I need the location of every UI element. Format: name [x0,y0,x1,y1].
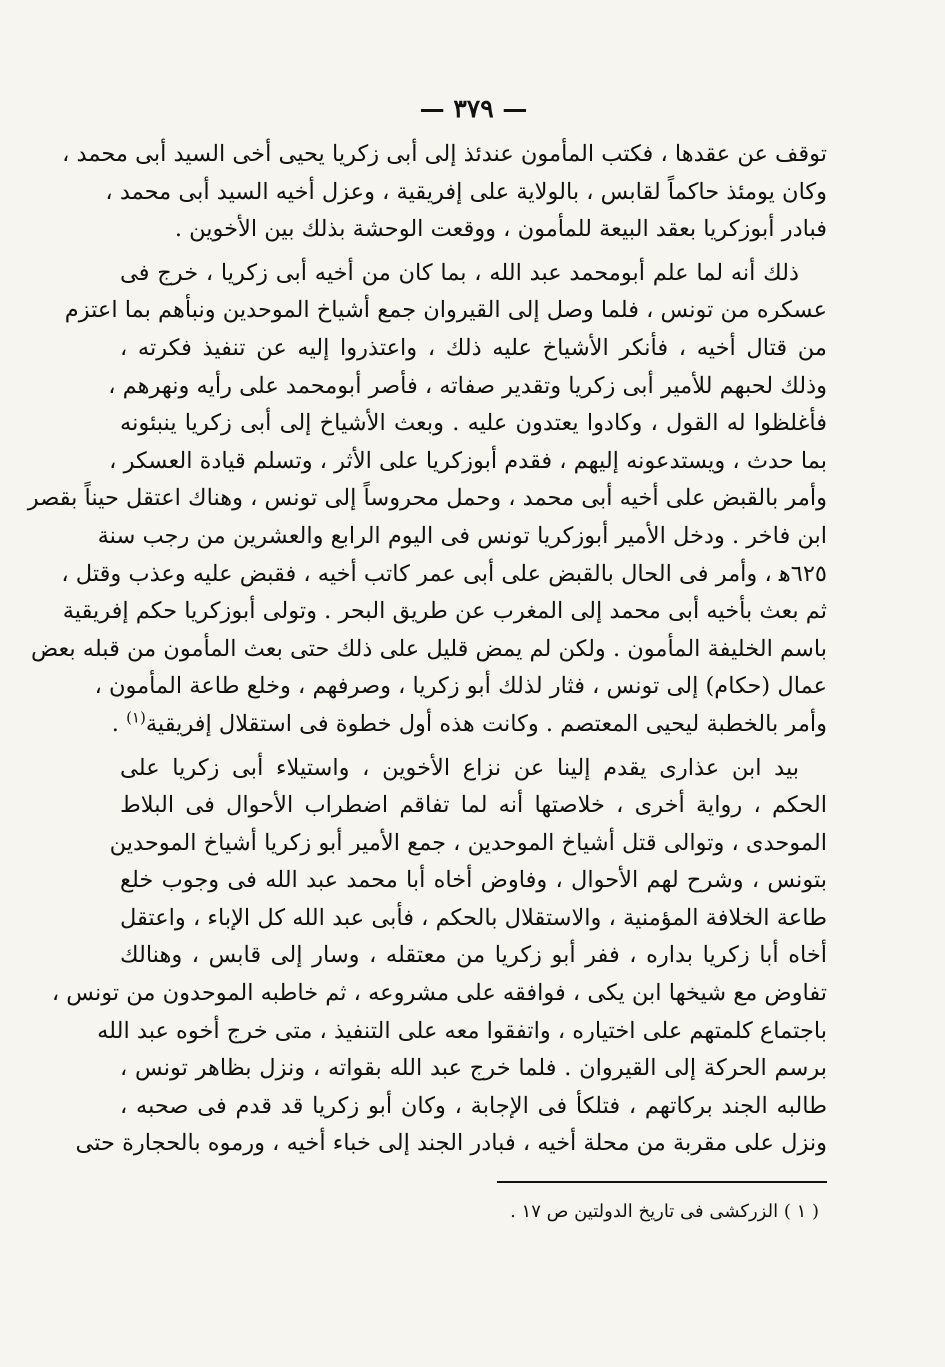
text-line: وذلك لحبهم للأمير أبى زكريا وتقدير صفاته ، فأصر أبومحمد على رأيه ونهرهم ، [108,372,827,399]
text-line: عمال (حكام) إلى تونس ، فثار لذلك أبو زكريا ، وصرفهم ، وخلع طاعة المأمون ، [94,673,827,700]
text-line: برسم الحركة إلى القيروان . فلما خرج عبد الله بقواته ، ونزل بظاهر تونس ، [120,1055,827,1082]
text-line: ٦٢٥ﻫ ، وأمر فى الحال بالقبض على أبى عمر كاتب أخيه ، فقبض عليه وعذب وقتل ، [61,560,827,587]
text-line: ابن فاخر . ودخل الأمير أبوزكريا تونس فى اليوم الرابع والعشرين من رجب سنة [97,522,827,549]
text-line: باجتماع كلمتهم على اختياره ، واتفقوا معه على التنفيذ ، متى خرج أخوه عبد الله [97,1017,827,1044]
text-line: أخاه أبا زكريا بداره ، ففر أبو زكريا من معتقله ، وسار إلى قابس ، وهنالك [120,942,827,969]
text-line: فأغلظوا له القول ، وكادوا يعتدون عليه . وبعث الأشياخ إلى أبى زكريا ينبئونه [120,410,827,437]
text-line: وأمر بالخطبة ليحيى المعتصم . وكانت هذه أول خطوة فى استقلال إفريقية [145,710,827,737]
text-line: ثم بعث بأخيه أبى محمد إلى المغرب عن طريق البحر . وتولى أبوزكريا حكم إفريقية [62,598,827,625]
paragraph-1 [62,136,827,249]
text-line: باسم الخليفة المأمون . ولكن لم يمض قليل على ذلك حتى بعث المأمون من قبله بعض [30,635,827,662]
text-line: من قتال أخيه ، فأنكر الأشياخ عليه ذلك ، واعتذروا إليه عن تنفيذ فكرته ، [120,334,827,361]
footnote: ( ١ ) الزركشى فى تاريخ الدولتين ص ١٧ . [510,1201,819,1223]
text-line-with-footnote-mark: وأمر بالخطبة ليحيى المعتصم . وكانت هذه أول خطوة فى استقلال إفريقية$^{(١)}$ . [111,708,827,737]
text-line: وأمر بالقبض على أخيه أبى محمد ، وحمل محروساً إلى تونس ، وهناك اعتقل حيناً بقصر [27,485,827,512]
text-line: ذلك أنه لما علم أبومحمد عبد الله ، بما كان من أخيه أبى زكريا ، خرج فى [120,259,799,286]
text-line: عسكره من تونس ، فلما وصل إلى القيروان جمع أشياخ الموحدين ونبأهم بما اعتزم [64,297,827,324]
page-number: — ٣٧٩ — [419,94,528,123]
text-line: وكان يومئذ حاكماً لقابس ، بالولاية على إفريقية ، وعزل أخيه السيد أبى محمد ، [105,178,827,205]
footnote-reference[interactable]: (١) [126,708,146,727]
text-line: فبادر أبوزكريا بعقد البيعة للمأمون ، ووقعت الوحشة بذلك بين الأخوين . [174,216,827,243]
paragraph-2 [27,255,827,744]
text-line: تفاوض مع شيخها ابن يكى ، فوافقه على مشروعه ، ثم خاطبه الموحدون من تونس ، [51,980,827,1007]
text-line: ونزل على مقربة من محلة أخيه ، فبادر الجند إلى خباء أخيه ، ورموه بالحجارة حتى [75,1130,827,1157]
text-line: توقف عن عقدها ، فكتب المأمون عندئذ إلى أبى زكريا يحيى أخى السيد أبى محمد ، [62,141,827,167]
paragraph-3 [51,750,827,1164]
text-line: طالبه الجند بركاتهم ، فتلكأ فى الإجابة ، وكان أبو زكريا قد قدم فى صحبه ، [120,1092,827,1119]
text-line: بتونس ، وشرح لهم الأحوال ، وفاوض أخاه أبا محمد عبد الله فى وجوب خلع [120,867,827,894]
text-line: الموحدى ، وتوالى قتل أشياخ الموحدين ، جمع الأمير أبو زكريا أشياخ الموحدين [109,829,827,856]
footnote-divider [497,1181,827,1183]
text-line: بيد ابن عذارى يقدم إلينا عن نزاع الأخوين ، واستيلاء أبى زكريا على [120,754,799,781]
text-line: طاعة الخلافة المؤمنية ، والاستقلال بالحكم ، فأبى عبد الله كل الإباء ، واعتقل [120,904,827,931]
text-line: الحكم ، رواية أخرى ، خلاصتها أنه لما تفاقم اضطراب الأحوال فى البلاط [120,792,827,819]
text-line: بما حدث ، ويستدعونه إليهم ، فقدم أبوزكريا على الأثر ، وتسلم قيادة العسكر ، [109,447,827,474]
